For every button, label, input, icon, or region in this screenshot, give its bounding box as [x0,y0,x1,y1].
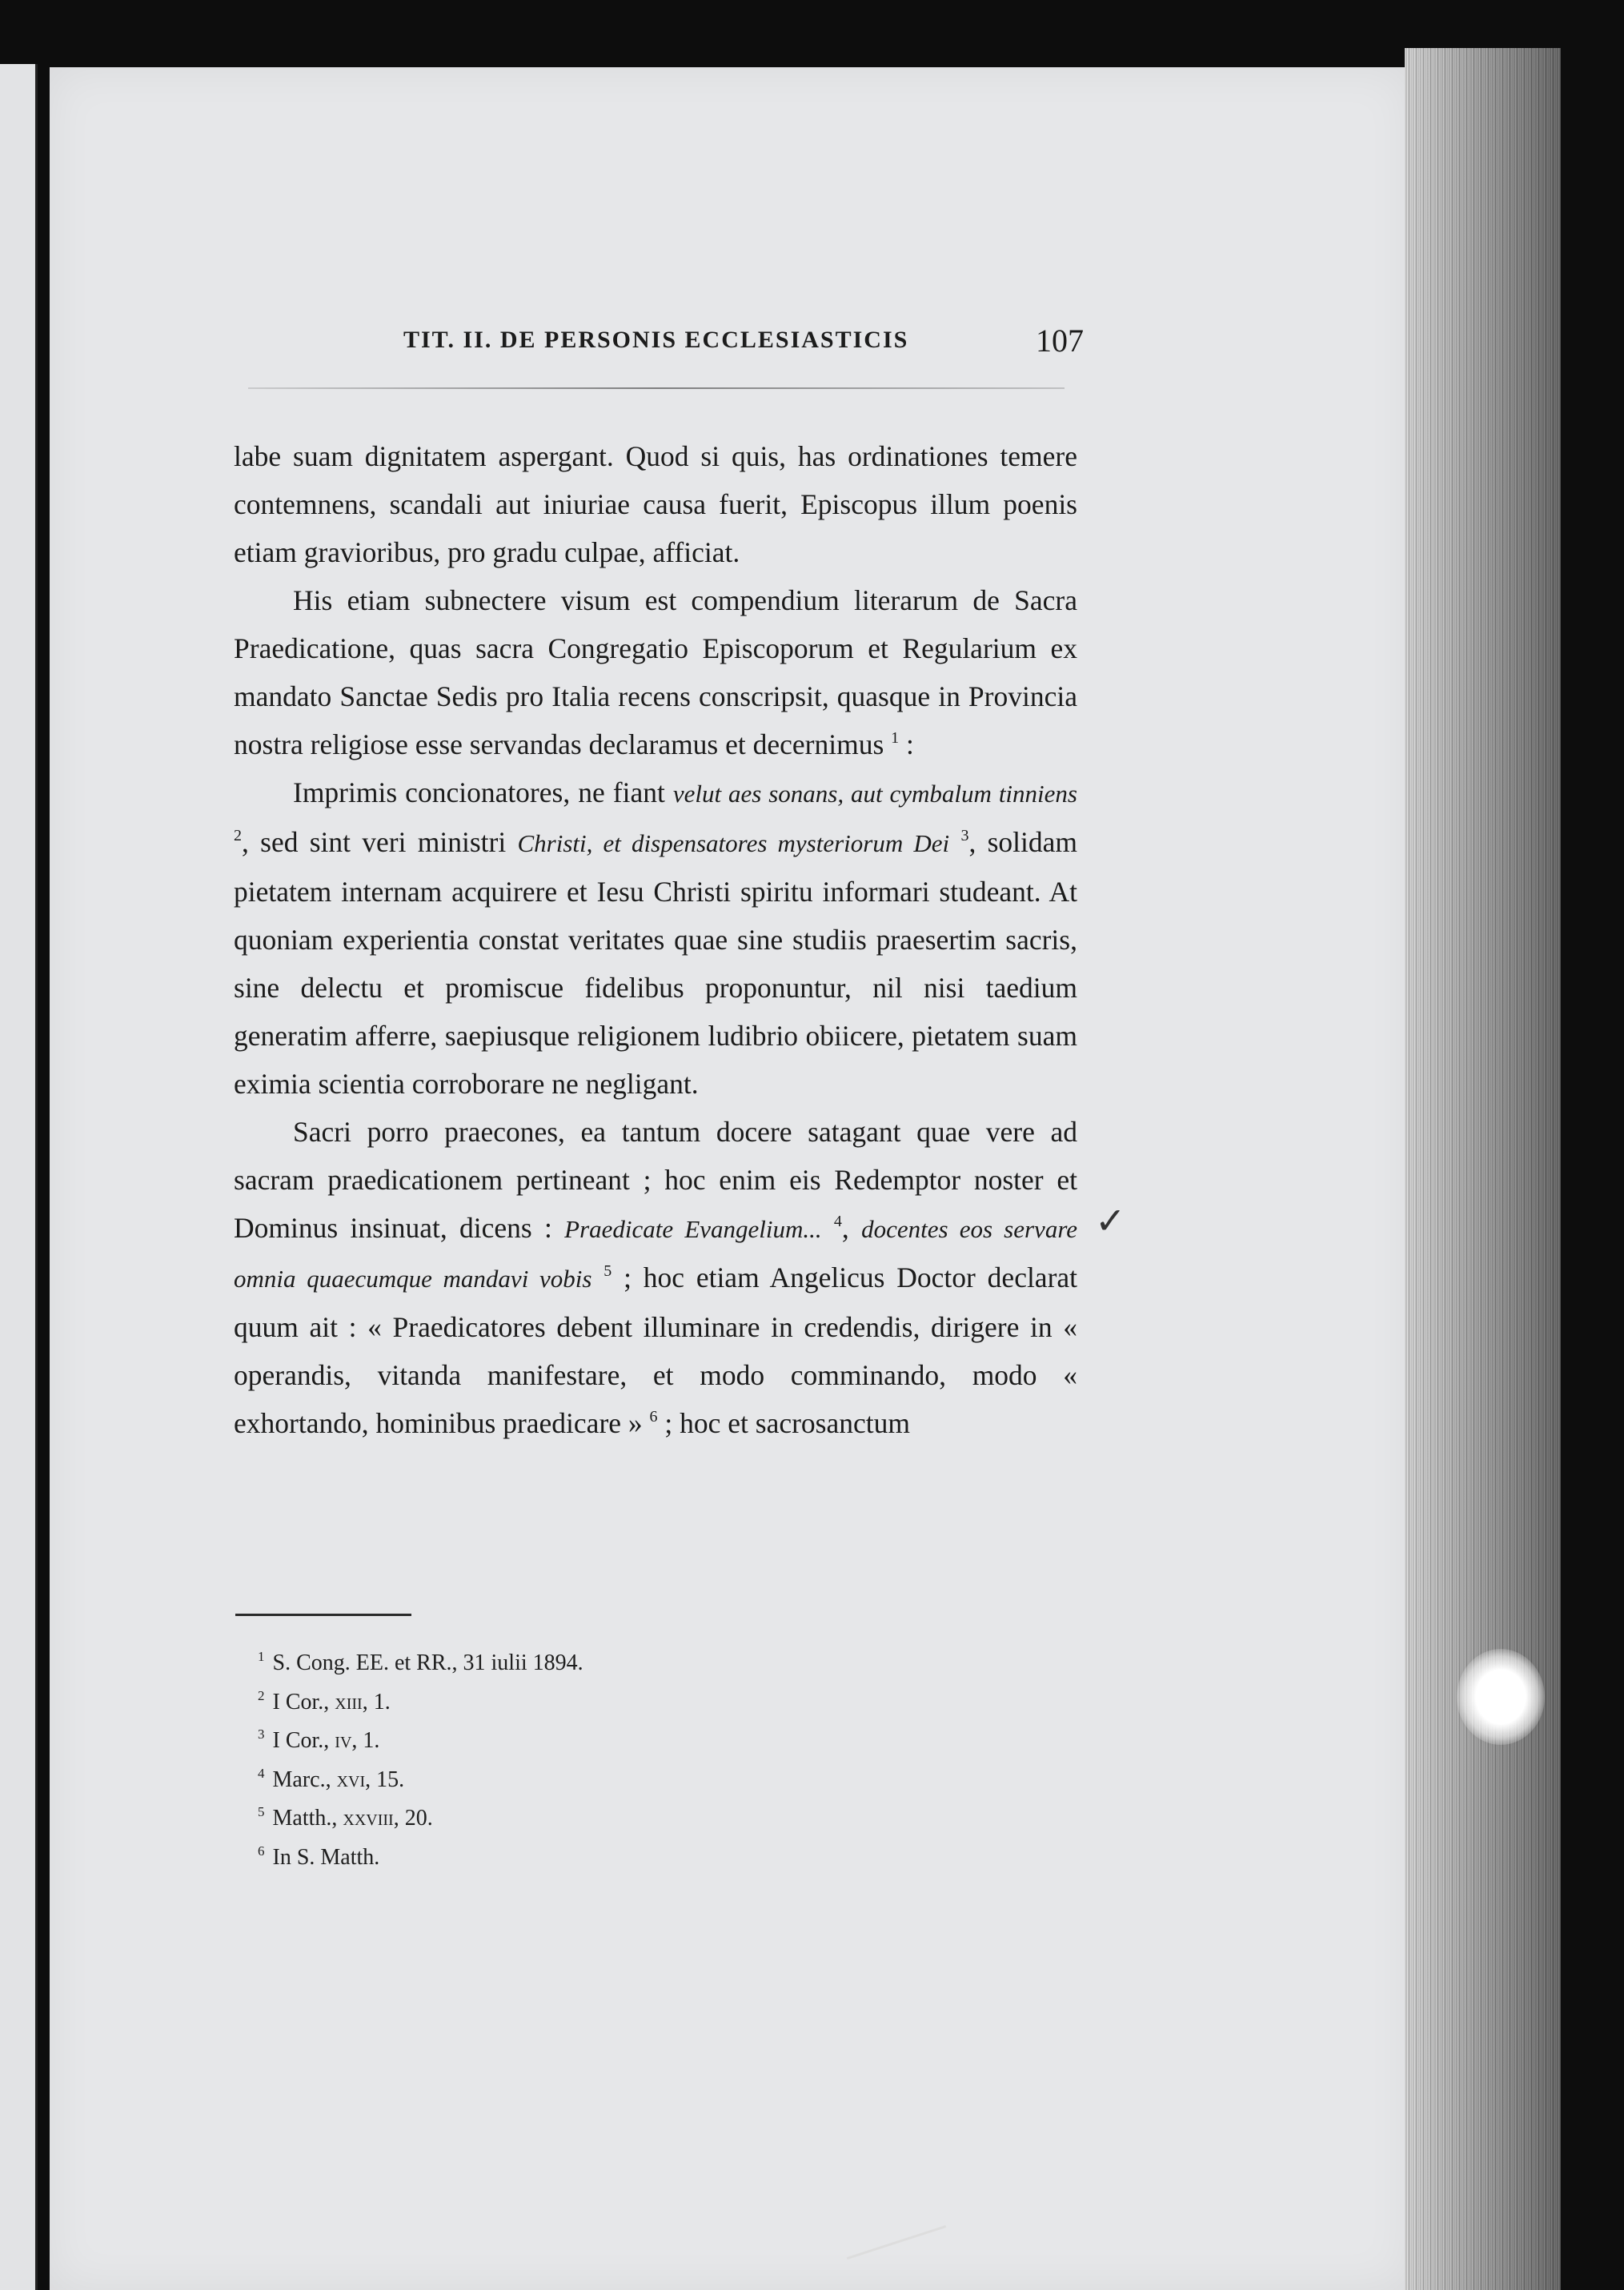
footnote-number: 3 [258,1727,265,1742]
paragraph-4-text-a: Sacri porro praecones, ea tantum docere satagant quae vere ad sacram praedicationem pertineant ; hoc enim eis Redemptor noster et Dominus insinuat, dicens : [234,1116,1077,1244]
paragraph-2-text: His etiam subnectere visum est compendium literarum de Sacra Praedicatione, quas sacra Congregatio Episcoporum et Regularium ex mandato Sanctae Sedis pro Italia recens conscripsit, quasque in Provincia nostra religiose esse servandas declaramus et decernimus [234,584,1077,760]
paragraph-1 [234,432,1077,576]
margin-check-mark: ✓ [1095,1199,1126,1242]
footnote-rule [235,1614,411,1616]
footnote-2 [258,1683,818,1723]
footnote-text: I Cor., [272,1689,335,1714]
footnote-5 [258,1799,818,1839]
running-head: TIT. II. DE PERSONIS ECCLESIASTICIS [403,327,909,353]
footnote-text: Matth., [272,1806,343,1831]
paper-blot [1457,1649,1545,1745]
footnote-6 [258,1839,818,1878]
footnote-number: 1 [258,1649,265,1664]
paragraph-3-text-a: Imprimis concionatores, ne fiant [293,776,673,808]
header-rule [248,387,1065,389]
footnote-3 [258,1722,818,1761]
page-number: 107 [1036,323,1084,359]
page-header [403,322,1084,362]
footnote-number: 5 [258,1804,265,1819]
footnote-verse: , 1. [351,1728,380,1753]
footnote-verse: , 1. [362,1689,391,1714]
paragraph-1-text: labe suam dignitatem aspergant. Quod si quis, has ordinationes temere contemnens, scandali aut iniuriae causa fuerit, Episcopus illum poenis etiam gravioribus, pro gradu culpae, afficiat. [234,440,1077,568]
quote-praedicate: Praedicate Evangelium... [564,1215,822,1243]
footnote-number: 6 [258,1843,265,1859]
footnote-text: I Cor., [272,1728,335,1753]
footnote-text: S. Cong. EE. et RR., 31 iulii 1894. [272,1650,583,1675]
footnote-number: 2 [258,1687,265,1703]
quote-dispensatores: Christi, et dispensatores mysteriorum Dei [517,829,950,857]
paragraph-3-text-c: , solidam pietatem internam acquirere et Iesu Christi spiritu informari studeant. At quoniam experientia constat veritates quae sine studiis praesertim sacris, sine delectu et promiscue fidelibus proponuntur, nil nisi taedium generatim afferre, saepiusque religionem ludibrio obiicere, pietatem suam eximia scientia corroborare ne negligant. [234,826,1077,1100]
paragraph-3-text-b: , sed sint veri ministri [242,826,518,858]
facing-page-edge [0,64,38,2290]
paragraph-2-tail: : [899,728,914,760]
footnote-number: 4 [258,1765,265,1781]
footnote-ref-2: 2 [234,827,242,844]
paragraph-4 [234,1108,1077,1447]
footnote-chapter: xvi [336,1767,366,1792]
footnote-ref-1: 1 [891,729,900,747]
footnote-ref-4: 4 [833,1213,842,1230]
footnote-ref-5: 5 [603,1262,612,1280]
paragraph-4-text-c: ; hoc etiam Angelicus Doctor declarat quum ait : « Praedicatores debent illuminare in credendis, dirigere in « operandis, vitanda manifestare, et modo comminando, modo « exhortando, hominibus praedicare » [234,1261,1078,1439]
footnote-chapter: xiii [335,1689,363,1714]
main-text [234,432,1077,1447]
footnote-chapter: xxviii [343,1806,394,1831]
quote-cymbalum: velut aes sonans, aut cymbalum tinniens [672,780,1077,808]
footnote-verse: , 20. [393,1806,433,1831]
paragraph-3 [234,768,1077,1108]
quote-docentes: docentes eos servare omnia quaecumque mandavi vobis [234,1215,1077,1293]
footnote-text: In S. Matth. [272,1844,380,1870]
footnote-ref-3: 3 [960,827,969,844]
footnote-chapter: iv [335,1728,352,1753]
footnote-verse: , 15. [365,1767,405,1792]
paragraph-4-text-d: ; hoc et sacrosanctum [657,1407,910,1439]
footnote-text: Marc., [272,1767,337,1792]
paragraph-4-text-b: , [841,1212,862,1244]
footnote-1 [258,1644,818,1683]
footnote-4 [258,1761,818,1800]
footnotes [258,1644,818,1877]
footnote-ref-6: 6 [649,1408,658,1426]
paragraph-2 [234,576,1077,768]
page-edges [1405,48,1561,2290]
